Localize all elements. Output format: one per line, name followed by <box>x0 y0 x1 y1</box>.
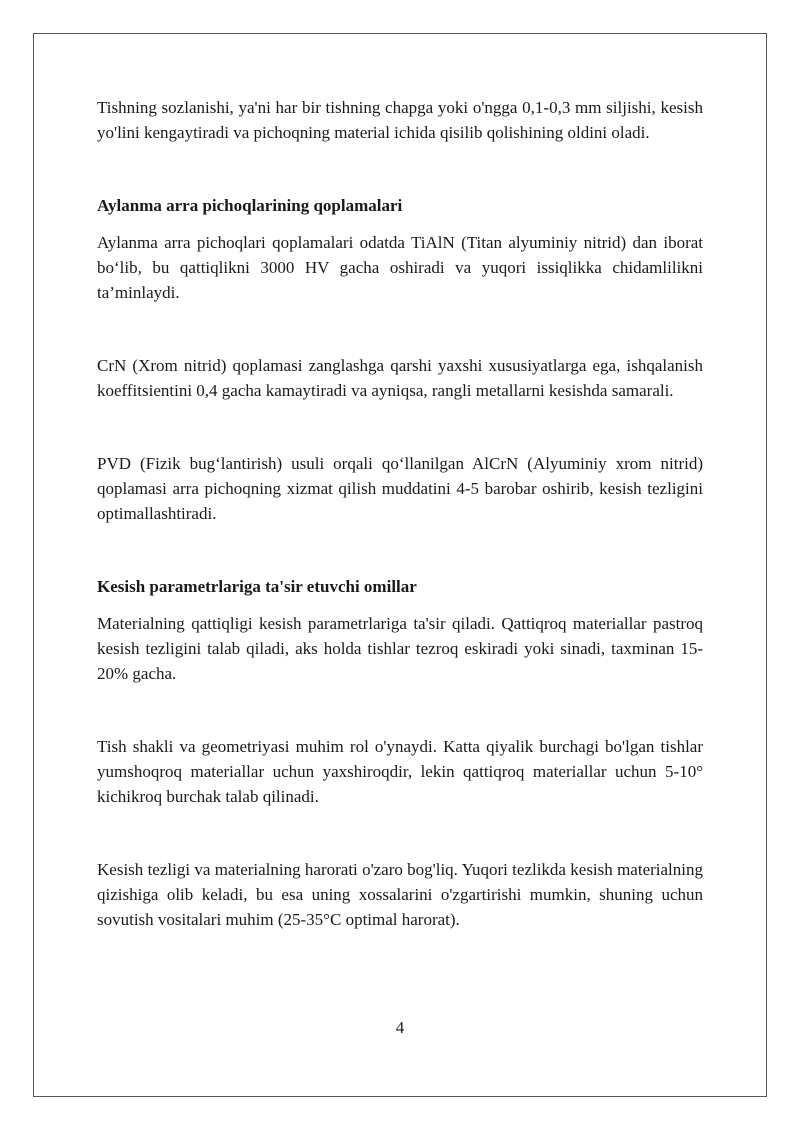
paragraph-tialn-coating: Aylanma arra pichoqlari qoplamalari odatda TiAlN (Titan alyuminiy nitrid) dan iborat bo‘lib, bu qattiqlikni 3000 HV gacha oshiradi va yuqori issiqlikka chidamlilikni ta’minlaydi. <box>97 233 703 302</box>
paragraph-cutting-speed: Kesish tezligi va materialning harorati o'zaro bog'liq. Yuqori tezlikda kesish materialning qizishiga olib keladi, bu esa uning xossalarini o'zgartirishi mumkin, shuning uchun sovutish vositalari muhim (25-35°C optimal harorat). <box>97 860 703 929</box>
paragraph-tooth-setting: Tishning sozlanishi, ya'ni har bir tishning chapga yoki o'ngga 0,1-0,3 mm siljishi, kesish yo'lini kengaytiradi va pichoqning material ichida qisilib qolishining oldini oladi. <box>97 98 703 142</box>
paragraph-tooth-geometry: Tish shakli va geometriyasi muhim rol o'ynaydi. Katta qiyalik burchagi bo'lgan tishlar yumshoqroq materiallar uchun yaxshiroqdir, lekin qattiqroq materiallar uchun 5-10° kichikroq burchak talab qilinadi. <box>97 737 703 806</box>
paragraph-material-hardness: Materialning qattiqligi kesish parametrlariga ta'sir qiladi. Qattiqroq materiallar pastroq kesish tezligini talab qiladi, aks holda tishlar tezroq eskiradi yoki sinadi, taxminan 15-20% gacha. <box>97 614 703 683</box>
heading-blade-coatings: Aylanma arra pichoqlarining qoplamalari <box>97 196 403 215</box>
page-number: 4 <box>395 1018 405 1037</box>
paragraph-alcrn-coating: PVD (Fizik bug‘lantirish) usuli orqali qo‘llanilgan AlCrN (Alyuminiy xrom nitrid) qoplamasi arra pichoqning xizmat qilish muddatini 4-5 barobar oshirib, kesish tezligini optimallashtiradi. <box>97 454 703 523</box>
paragraph-crn-coating: CrN (Xrom nitrid) qoplamasi zanglashga qarshi yaxshi xususiyatlarga ega, ishqalanish koeffitsientini 0,4 gacha kamaytiradi va ayniqsa, rangli metallarni kesishda samarali. <box>97 356 703 400</box>
heading-cutting-parameters: Kesish parametrlariga ta'sir etuvchi omillar <box>97 577 417 596</box>
document-body <box>97 95 703 932</box>
